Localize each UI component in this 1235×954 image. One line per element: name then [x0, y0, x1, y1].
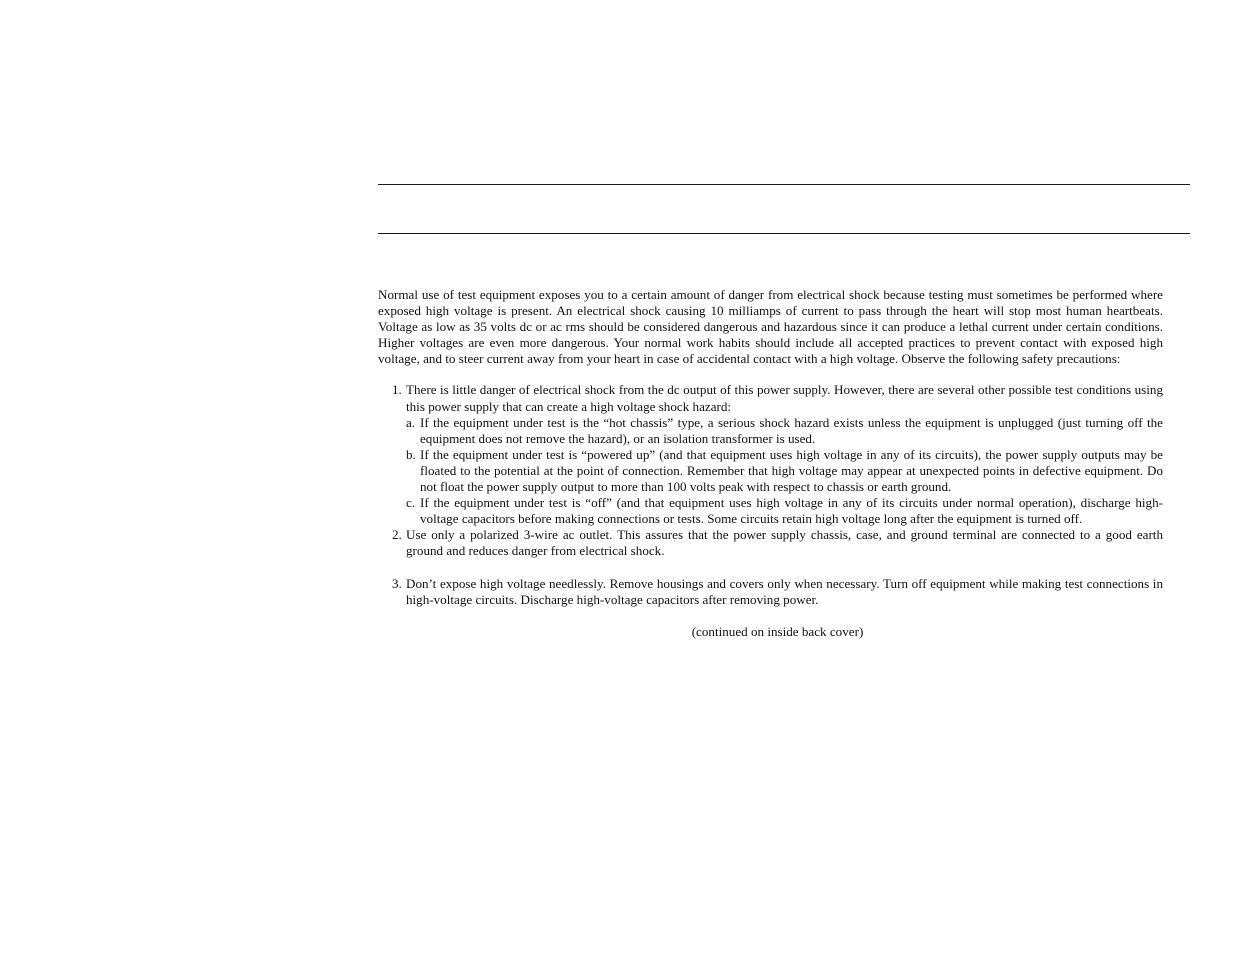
- precaution-item: [378, 527, 1163, 559]
- sub-precaution-item: [406, 415, 1163, 447]
- sub-precaution-text: If the equipment under test is “powered up” (and that equipment uses high voltage in any of its circuits), the power supply outputs may be floated to the potential at the point of connection. Remember that high voltage may appear at unexpected points in defective equipment. Do not float the power supply output to more than 100 volts peak with respect to chassis or earth ground.: [420, 446, 1163, 495]
- sub-precaution-item: [406, 447, 1163, 495]
- sub-precaution-text: If the equipment under test is “off” (and that equipment uses high voltage in any of its circuits under normal operation), discharge high-voltage capacitors before making connections or tests. Some circuits retain high voltage long after the equipment is turned off.: [420, 495, 1163, 527]
- sub-precaution-letter: b.: [406, 446, 416, 462]
- sub-precaution-item: [406, 495, 1163, 527]
- header-rule-top: [378, 184, 1190, 185]
- precaution-item: [378, 576, 1163, 608]
- header-rule-bottom: [378, 233, 1190, 234]
- precaution-item: [378, 382, 1163, 527]
- continued-note: (continued on inside back cover): [691, 623, 864, 639]
- precaution-text: Don’t expose high voltage needlessly. Remove housings and covers only when necessary. Turn off equipment while making test connections in high-voltage circuits. Discharge high-voltage capacitors after removing power.: [406, 575, 1163, 607]
- precautions-list: [378, 382, 1163, 607]
- precaution-number: 2.: [392, 527, 402, 543]
- intro-paragraph: Normal use of test equipment exposes you to a certain amount of danger from electrical shock because testing must sometimes be performed where exposed high voltage is present. An electrical shock causing 10 milliamps of current to pass through the heart will stop most human heartbeats. Voltage as low as 35 volts dc or ac rms should be considered dangerous and hazardous since it can produce a lethal current under certain conditions. Higher voltages are even more dangerous. Your normal work habits should include all accepted practices to prevent contact with exposed high voltage, and to steer current away from your heart in case of accidental contact with a high voltage. Observe the following safety precautions:: [378, 287, 1163, 367]
- sub-precaution-letter: a.: [406, 414, 416, 430]
- sub-precaution-text: If the equipment under test is the “hot chassis” type, a serious shock hazard exists unless the equipment is unplugged (just turning off the equipment does not remove the hazard), or an isolation transformer is used.: [420, 414, 1163, 446]
- sub-precautions-list: [406, 415, 1163, 528]
- precaution-text: There is little danger of electrical shock from the dc output of this power supply. However, there are several other possible test conditions using this power supply that can create a high voltage shock hazard:: [406, 382, 1163, 414]
- safety-content: [378, 287, 1163, 640]
- sub-precaution-letter: c.: [406, 495, 416, 511]
- precaution-number: 1.: [392, 382, 402, 398]
- precaution-text: Use only a polarized 3-wire ac outlet. This assures that the power supply chassis, case, and ground terminal are connected to a good earth ground and reduces danger from electrical shock.: [406, 527, 1163, 559]
- precaution-number: 3.: [392, 575, 402, 591]
